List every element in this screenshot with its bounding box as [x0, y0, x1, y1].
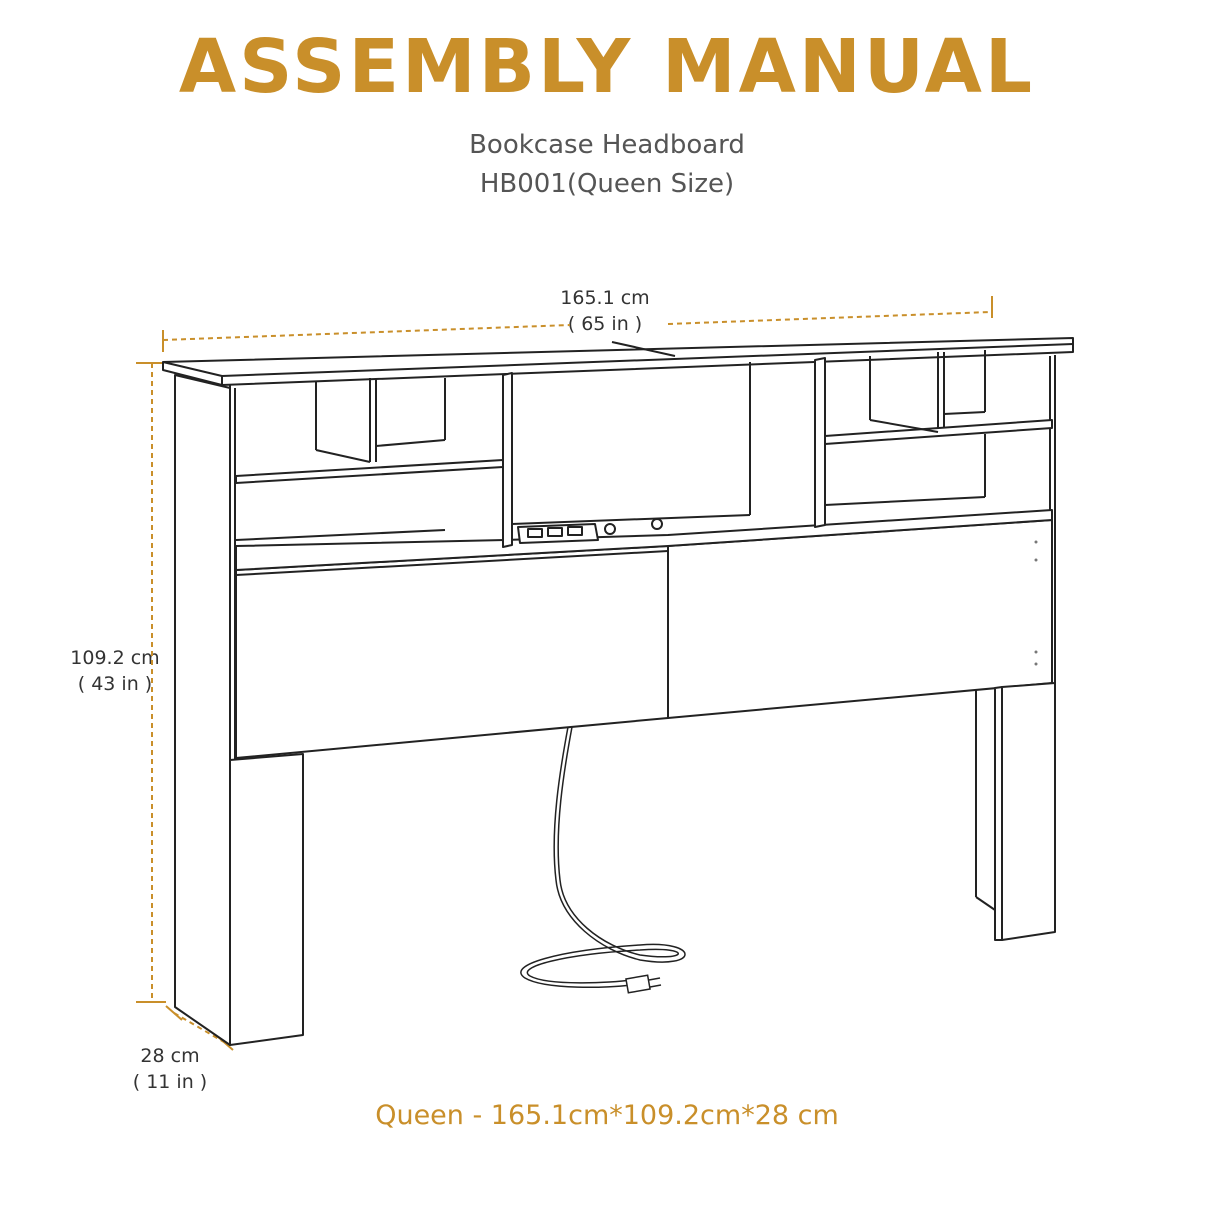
right-center-divider	[815, 358, 825, 527]
headboard	[163, 338, 1073, 1045]
manual-title: ASSEMBLY MANUAL	[178, 24, 1036, 110]
product-model: HB001(Queen Size)	[479, 169, 735, 199]
width-in: ( 65 in )	[567, 313, 643, 335]
right-leg-side	[995, 687, 1002, 940]
plug-prong-1	[649, 978, 660, 980]
left-center-divider	[503, 373, 512, 547]
left-leg	[230, 754, 303, 1045]
right-leg	[1002, 683, 1055, 940]
panel-dot-2	[1035, 559, 1038, 562]
cord-plug	[626, 975, 650, 993]
power-cord	[521, 727, 685, 993]
panel-dot-4	[1035, 663, 1038, 666]
left-upper-shelf	[236, 460, 503, 483]
plug-prong-2	[650, 985, 661, 987]
left-side-panel	[175, 375, 230, 1045]
width-dim-line-right	[668, 312, 990, 324]
cord-path	[521, 727, 685, 987]
depth-in: ( 11 in )	[132, 1071, 208, 1093]
left-upper-shelf-back	[316, 450, 370, 462]
right-shelf-back-2	[944, 412, 985, 414]
left-shelf-back-edge	[376, 440, 445, 446]
panel-dot-3	[1035, 651, 1038, 654]
usb-port-left	[605, 524, 615, 534]
right-back-leg-foot	[976, 897, 995, 910]
cable-hole-right	[652, 519, 662, 529]
outlet-socket-2	[548, 528, 562, 536]
width-cm: 165.1 cm	[560, 287, 650, 309]
width-dim-line-left	[163, 325, 570, 340]
lower-panel-left	[236, 546, 668, 758]
product-name: Bookcase Headboard	[469, 130, 745, 160]
panel-dot-1	[1035, 541, 1038, 544]
size-summary: Queen - 165.1cm*109.2cm*28 cm	[375, 1100, 839, 1131]
outlet-socket-3	[568, 527, 582, 535]
height-cm: 109.2 cm	[70, 647, 160, 669]
depth-cm: 28 cm	[140, 1045, 200, 1067]
outlet-socket-1	[528, 529, 542, 537]
left-lower-back-shelf	[236, 530, 445, 540]
height-in: ( 43 in )	[77, 673, 153, 695]
center-compartment-floor	[512, 515, 750, 524]
right-lower-back-shelf	[825, 497, 985, 505]
